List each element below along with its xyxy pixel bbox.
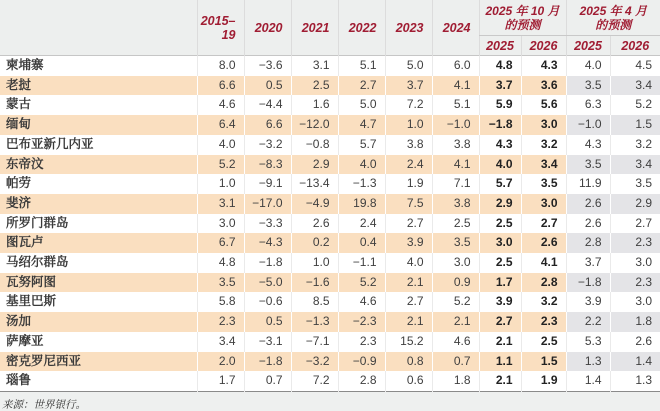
- table-row: [0, 312, 660, 332]
- value-cell: −1.6: [291, 273, 338, 293]
- value-cell: 1.5: [521, 352, 566, 372]
- value-cell: 2.4: [385, 155, 432, 175]
- value-cell: 1.7: [479, 273, 521, 293]
- value-cell: 3.0: [610, 253, 660, 273]
- header-row-top: [0, 0, 660, 36]
- economy-name: 帕劳: [6, 176, 32, 191]
- value-cell: 7.1: [432, 174, 479, 194]
- value-cell: 3.1: [291, 56, 338, 76]
- value-cell: −1.8: [244, 253, 291, 273]
- value-cell: −5.0: [244, 273, 291, 293]
- value-cell: 3.4: [521, 155, 566, 175]
- group-header-oct-line1: 2025 年 10 月: [485, 4, 560, 18]
- value-cell: 2.3: [610, 233, 660, 253]
- value-cell: 4.0: [338, 155, 385, 175]
- value-cell: 2.3: [338, 332, 385, 352]
- value-cell: 2.7: [385, 214, 432, 234]
- value-cell: 8.0: [197, 56, 244, 76]
- value-cell: 4.1: [521, 253, 566, 273]
- value-cell: −4.3: [244, 233, 291, 253]
- value-cell: 15.2: [385, 332, 432, 352]
- value-cell: 2.6: [521, 233, 566, 253]
- value-cell: 5.0: [385, 56, 432, 76]
- value-cell: 0.4: [338, 233, 385, 253]
- value-cell: 4.8: [197, 253, 244, 273]
- value-cell: 0.9: [432, 273, 479, 293]
- value-cell: 0.8: [385, 352, 432, 372]
- value-cell: 5.7: [338, 135, 385, 155]
- value-cell: −4.4: [244, 95, 291, 115]
- value-cell: 5.9: [479, 95, 521, 115]
- table-row: [0, 214, 660, 234]
- value-cell: 4.3: [479, 135, 521, 155]
- value-cell: 5.1: [432, 95, 479, 115]
- value-cell: 0.6: [385, 371, 432, 391]
- group-header-oct-2025-forecast: [479, 0, 566, 36]
- value-cell: 2.8: [521, 273, 566, 293]
- value-cell: 2.6: [291, 214, 338, 234]
- economy-name: 蒙古: [6, 97, 32, 112]
- value-cell: 4.6: [432, 332, 479, 352]
- value-cell: 1.8: [610, 312, 660, 332]
- value-cell: 3.5: [566, 155, 610, 175]
- economy-name: 柬埔寨: [6, 58, 44, 72]
- value-cell: 1.9: [385, 174, 432, 194]
- value-cell: 2.9: [610, 194, 660, 214]
- value-cell: 2.8: [566, 233, 610, 253]
- value-cell: 4.0: [197, 135, 244, 155]
- economy-name: 基里巴斯: [6, 294, 57, 309]
- table-row: [0, 194, 660, 214]
- value-cell: −1.3: [338, 174, 385, 194]
- sub-header-oct-2026: 2026: [521, 36, 566, 56]
- value-cell: 3.8: [432, 135, 479, 155]
- col-header-2024: 2024: [432, 0, 479, 56]
- value-cell: −4.9: [291, 194, 338, 214]
- economy-name: 所罗门群岛: [6, 215, 69, 230]
- value-cell: 2.7: [521, 214, 566, 234]
- value-cell: 2.1: [385, 312, 432, 332]
- value-cell: 1.0: [197, 174, 244, 194]
- table-row: [0, 292, 660, 312]
- value-cell: 1.3: [566, 352, 610, 372]
- value-cell: −1.8: [479, 115, 521, 135]
- col-header-2023: 2023: [385, 0, 432, 56]
- source-note: 来源：世界银行。: [0, 392, 660, 411]
- value-cell: 2.3: [521, 312, 566, 332]
- value-cell: 3.9: [566, 292, 610, 312]
- value-cell: 2.1: [479, 332, 521, 352]
- value-cell: −12.0: [291, 115, 338, 135]
- value-cell: 3.4: [610, 76, 660, 96]
- value-cell: 2.5: [291, 76, 338, 96]
- value-cell: 3.6: [521, 76, 566, 96]
- value-cell: 2.3: [610, 273, 660, 293]
- value-cell: 4.7: [338, 115, 385, 135]
- table-row: [0, 95, 660, 115]
- value-cell: 2.0: [197, 352, 244, 372]
- table-row: [0, 56, 660, 76]
- value-cell: 3.2: [521, 292, 566, 312]
- value-cell: 3.9: [385, 233, 432, 253]
- group-header-apr-2025-forecast: [566, 0, 660, 36]
- economy-name: 东帝汶: [6, 156, 44, 171]
- value-cell: 4.6: [197, 95, 244, 115]
- sub-header-oct-2025: 2025: [479, 36, 521, 56]
- value-cell: 2.3: [197, 312, 244, 332]
- value-cell: −17.0: [244, 194, 291, 214]
- value-cell: 5.2: [338, 273, 385, 293]
- value-cell: −0.6: [244, 292, 291, 312]
- table-row: [0, 273, 660, 293]
- value-cell: 4.8: [479, 56, 521, 76]
- col-header-2022: 2022: [338, 0, 385, 56]
- value-cell: −3.3: [244, 214, 291, 234]
- table-row: [0, 155, 660, 175]
- value-cell: 1.4: [566, 371, 610, 391]
- sub-header-apr-2025: 2025: [566, 36, 610, 56]
- value-cell: 3.5: [197, 273, 244, 293]
- col-header-2020: 2020: [244, 0, 291, 56]
- value-cell: 2.7: [610, 214, 660, 234]
- economy-name: 萨摩亚: [6, 333, 44, 348]
- value-cell: 3.0: [479, 233, 521, 253]
- value-cell: 3.7: [479, 76, 521, 96]
- value-cell: 2.6: [566, 194, 610, 214]
- value-cell: 6.7: [197, 233, 244, 253]
- value-cell: 3.8: [385, 135, 432, 155]
- value-cell: 6.0: [432, 56, 479, 76]
- value-cell: −13.4: [291, 174, 338, 194]
- value-cell: 5.6: [521, 95, 566, 115]
- value-cell: 3.9: [479, 292, 521, 312]
- value-cell: −8.3: [244, 155, 291, 175]
- value-cell: 4.0: [385, 253, 432, 273]
- value-cell: −3.1: [244, 332, 291, 352]
- value-cell: 3.0: [432, 253, 479, 273]
- value-cell: 1.8: [432, 371, 479, 391]
- value-cell: 1.6: [291, 95, 338, 115]
- value-cell: −1.8: [244, 352, 291, 372]
- table-row: [0, 253, 660, 273]
- value-cell: 1.0: [291, 253, 338, 273]
- value-cell: 6.6: [197, 76, 244, 96]
- value-cell: 3.7: [566, 253, 610, 273]
- value-cell: 2.7: [338, 76, 385, 96]
- value-cell: 2.9: [479, 194, 521, 214]
- value-cell: 5.2: [197, 155, 244, 175]
- value-cell: −9.1: [244, 174, 291, 194]
- value-cell: 4.0: [479, 155, 521, 175]
- value-cell: 0.5: [244, 76, 291, 96]
- table-row: [0, 371, 660, 391]
- value-cell: 7.2: [385, 95, 432, 115]
- economy-name: 老挝: [6, 77, 32, 92]
- value-cell: −1.8: [566, 273, 610, 293]
- value-cell: 2.5: [521, 332, 566, 352]
- value-cell: 3.0: [521, 194, 566, 214]
- value-cell: −3.2: [244, 135, 291, 155]
- value-cell: 3.5: [521, 174, 566, 194]
- value-cell: −3.2: [291, 352, 338, 372]
- group-header-apr-line2: 的预测: [595, 17, 632, 32]
- table-body: [0, 56, 660, 392]
- group-header-apr-line1: 2025 年 4 月: [579, 4, 647, 18]
- value-cell: 0.7: [244, 371, 291, 391]
- value-cell: 5.2: [432, 292, 479, 312]
- value-cell: 0.5: [244, 312, 291, 332]
- value-cell: 3.5: [432, 233, 479, 253]
- value-cell: 1.0: [385, 115, 432, 135]
- value-cell: 5.0: [338, 95, 385, 115]
- value-cell: 3.2: [610, 135, 660, 155]
- value-cell: 2.5: [432, 214, 479, 234]
- value-cell: 4.1: [432, 155, 479, 175]
- value-cell: 8.5: [291, 292, 338, 312]
- economy-name: 汤加: [6, 314, 32, 329]
- economy-name: 瓦努阿图: [6, 274, 57, 289]
- value-cell: 2.9: [291, 155, 338, 175]
- value-cell: 6.3: [566, 95, 610, 115]
- value-cell: 2.5: [479, 214, 521, 234]
- value-cell: −2.3: [338, 312, 385, 332]
- table-row: [0, 233, 660, 253]
- value-cell: 2.7: [385, 292, 432, 312]
- value-cell: 3.5: [566, 76, 610, 96]
- value-cell: 6.4: [197, 115, 244, 135]
- economy-column-header: [0, 0, 197, 56]
- value-cell: 2.1: [479, 371, 521, 391]
- value-cell: 11.9: [566, 174, 610, 194]
- economy-name: 马绍尔群岛: [6, 255, 69, 270]
- value-cell: 3.4: [197, 332, 244, 352]
- value-cell: 1.9: [521, 371, 566, 391]
- value-cell: 2.6: [610, 332, 660, 352]
- value-cell: −1.3: [291, 312, 338, 332]
- table-row: [0, 135, 660, 155]
- value-cell: 3.7: [385, 76, 432, 96]
- value-cell: 2.8: [338, 371, 385, 391]
- economy-name: 巴布亚新几内亚: [6, 136, 94, 151]
- value-cell: 7.2: [291, 371, 338, 391]
- value-cell: 4.3: [521, 56, 566, 76]
- value-cell: −1.1: [338, 253, 385, 273]
- value-cell: 2.7: [479, 312, 521, 332]
- table-row: [0, 352, 660, 372]
- value-cell: 3.0: [610, 292, 660, 312]
- value-cell: 2.4: [338, 214, 385, 234]
- table-row: [0, 332, 660, 352]
- value-cell: 2.5: [479, 253, 521, 273]
- value-cell: 4.6: [338, 292, 385, 312]
- value-cell: 5.7: [479, 174, 521, 194]
- value-cell: 7.5: [385, 194, 432, 214]
- value-cell: 2.2: [566, 312, 610, 332]
- table-row: [0, 174, 660, 194]
- value-cell: −7.1: [291, 332, 338, 352]
- value-cell: 4.0: [566, 56, 610, 76]
- value-cell: 19.8: [338, 194, 385, 214]
- group-header-oct-line2: 的预测: [504, 17, 541, 32]
- value-cell: 2.1: [432, 312, 479, 332]
- value-cell: 5.8: [197, 292, 244, 312]
- value-cell: 3.0: [197, 214, 244, 234]
- value-cell: 5.3: [566, 332, 610, 352]
- value-cell: −1.0: [432, 115, 479, 135]
- value-cell: 3.1: [197, 194, 244, 214]
- economy-name: 图瓦卢: [6, 235, 44, 250]
- value-cell: 5.1: [338, 56, 385, 76]
- value-cell: 1.3: [610, 371, 660, 391]
- economy-name: 密克罗尼西亚: [6, 353, 82, 368]
- value-cell: 3.4: [610, 155, 660, 175]
- value-cell: −0.8: [291, 135, 338, 155]
- col-header-2015-19: 2015–19: [197, 0, 244, 56]
- value-cell: 4.1: [432, 76, 479, 96]
- value-cell: 2.1: [385, 273, 432, 293]
- economy-name: 缅甸: [6, 117, 32, 132]
- table-row: [0, 76, 660, 96]
- table-row: [0, 115, 660, 135]
- value-cell: 2.6: [566, 214, 610, 234]
- economy-name: 瑙鲁: [6, 373, 32, 388]
- value-cell: −1.0: [566, 115, 610, 135]
- value-cell: 3.8: [432, 194, 479, 214]
- value-cell: 3.5: [610, 174, 660, 194]
- value-cell: 4.5: [610, 56, 660, 76]
- value-cell: 1.1: [479, 352, 521, 372]
- value-cell: −0.9: [338, 352, 385, 372]
- value-cell: 6.6: [244, 115, 291, 135]
- value-cell: 5.2: [610, 95, 660, 115]
- sub-header-apr-2026: 2026: [610, 36, 660, 56]
- value-cell: 1.7: [197, 371, 244, 391]
- col-header-2021: 2021: [291, 0, 338, 56]
- value-cell: 1.4: [610, 352, 660, 372]
- value-cell: 0.2: [291, 233, 338, 253]
- value-cell: 4.3: [566, 135, 610, 155]
- value-cell: −3.6: [244, 56, 291, 76]
- economy-name: 斐济: [6, 195, 32, 210]
- value-cell: 3.0: [521, 115, 566, 135]
- value-cell: 1.5: [610, 115, 660, 135]
- value-cell: 3.2: [521, 135, 566, 155]
- value-cell: 0.7: [432, 352, 479, 372]
